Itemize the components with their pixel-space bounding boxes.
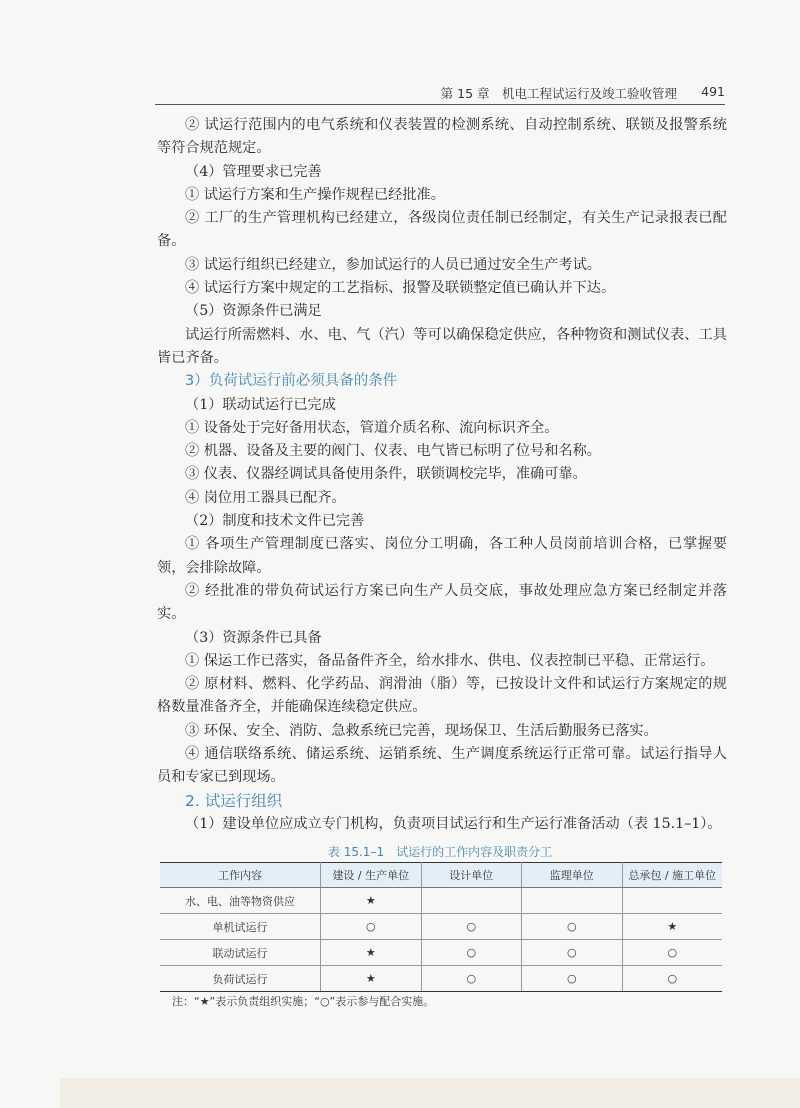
table-cell: ○ [421,940,521,966]
table-cell: ○ [421,966,521,992]
table-header: 建设 / 生产单位 [321,863,421,888]
table-row [160,914,722,940]
table-header: 监理单位 [522,863,622,888]
paragraph: ④ 岗位用工器具已配齐。 [185,489,346,506]
table-note: 注：“★”表示负责组织实施；“○”表示参与配合实施。 [172,995,435,1008]
table-cell [421,888,521,914]
paragraph: ② 经批准的带负荷试运行方案已向生产人员交底，事故处理应急方案已经制定并落实。 [157,582,727,623]
paragraph: ② 机器、设备及主要的阀门、仪表、电气皆已标明了位号和名称。 [185,443,601,460]
running-header [155,82,725,105]
paragraph: ② 原材料、燃料、化学药品、润滑油（脂）等，已按设计文件和试运行方案规定的规格数量准备齐全，并能确保连续稳定供应。 [157,676,727,716]
paragraph: ① 保运工作已落实，备品备件齐全，给水排水、供电、仪表控制已平稳、正常运行。 [185,652,715,669]
section-heading: 2. 试运行组织 [185,791,283,810]
page-edge-shadow [60,1078,800,1108]
table-cell: ★ [321,888,421,914]
subheading: （1）联动试运行已完成 [185,396,336,413]
table-cell: 负荷试运行 [160,966,321,992]
duty-table [160,862,722,992]
paragraph: ③ 环保、安全、消防、急救系统已完善，现场保卫、生活后勤服务已落实。 [185,722,658,739]
table-header: 工作内容 [160,863,321,888]
table-cell [522,888,622,914]
chapter-title: 第 15 章 机电工程试运行及竣工验收管理 [440,86,677,101]
paragraph: ③ 仪表、仪器经调试具备使用条件，联锁调校完毕，准确可靠。 [185,466,587,483]
paragraph: ④ 试运行方案中规定的工艺指标、报警及联锁整定值已确认并下达。 [185,280,616,297]
table-title: 表 15.1–1 试运行的工作内容及职责分工 [327,845,553,859]
paragraph: ④ 通信联络系统、储运系统、运销系统、生产调度系统运行正常可靠。试运行指导人员和专家已到现场。 [157,746,727,786]
paragraph: 试运行所需燃料、水、电、气（汽）等可以确保稳定供应，各种物资和测试仪表、工具皆已齐备。 [157,326,727,366]
table-cell: ○ [421,914,521,940]
table-cell: ○ [522,966,622,992]
table-header: 总承包 / 施工单位 [622,863,722,888]
table-cell: 联动试运行 [160,940,321,966]
table-cell [622,888,722,914]
table-cell: ★ [622,914,722,940]
subheading: （2）制度和技术文件已完善 [185,513,365,530]
subheading: （5）资源条件已满足 [185,303,322,320]
subheading: （3）资源条件已具备 [185,629,322,646]
table-cell: ★ [321,966,421,992]
paragraph: ① 试运行方案和生产操作规程已经批准。 [185,186,445,203]
paragraph: ① 设备处于完好备用状态，管道介质名称、流向标识齐全。 [185,419,559,436]
subheading: （4）管理要求已完善 [185,163,322,180]
table-header-row [160,863,722,888]
table-row [160,940,722,966]
table-cell: 水、电、油等物资供应 [160,888,321,914]
table-row [160,966,722,992]
table-cell: ○ [622,966,722,992]
paragraph: ② 工厂的生产管理机构已经建立，各级岗位责任制已经制定，有关生产记录报表已配备。 [157,210,727,250]
paragraph: ③ 试运行组织已经建立，参加试运行的人员已通过安全生产考试。 [185,256,601,273]
table-cell: ★ [321,940,421,966]
table-cell: ○ [522,940,622,966]
table-cell: ○ [321,914,421,940]
paragraph: ① 各项生产管理制度已落实、岗位分工明确，各工种人员岗前培训合格，已掌握要领，会排除故障。 [157,536,727,576]
paragraph: ② 试运行范围内的电气系统和仪表装置的检测系统、自动控制系统、联锁及报警系统等符合规范规定。 [157,117,727,157]
page-number: 491 [701,84,725,99]
table-cell: 单机试运行 [160,914,321,940]
table-cell: ○ [522,914,622,940]
table-row [160,888,722,914]
body-text [157,114,727,836]
paragraph: （1）建设单位应成立专门机构，负责项目试运行和生产运行准备活动（表 15.1–1）。 [185,815,722,832]
table-header: 设计单位 [421,863,521,888]
section-heading: 3）负荷试运行前必须具备的条件 [185,373,398,390]
table-cell: ○ [622,940,722,966]
